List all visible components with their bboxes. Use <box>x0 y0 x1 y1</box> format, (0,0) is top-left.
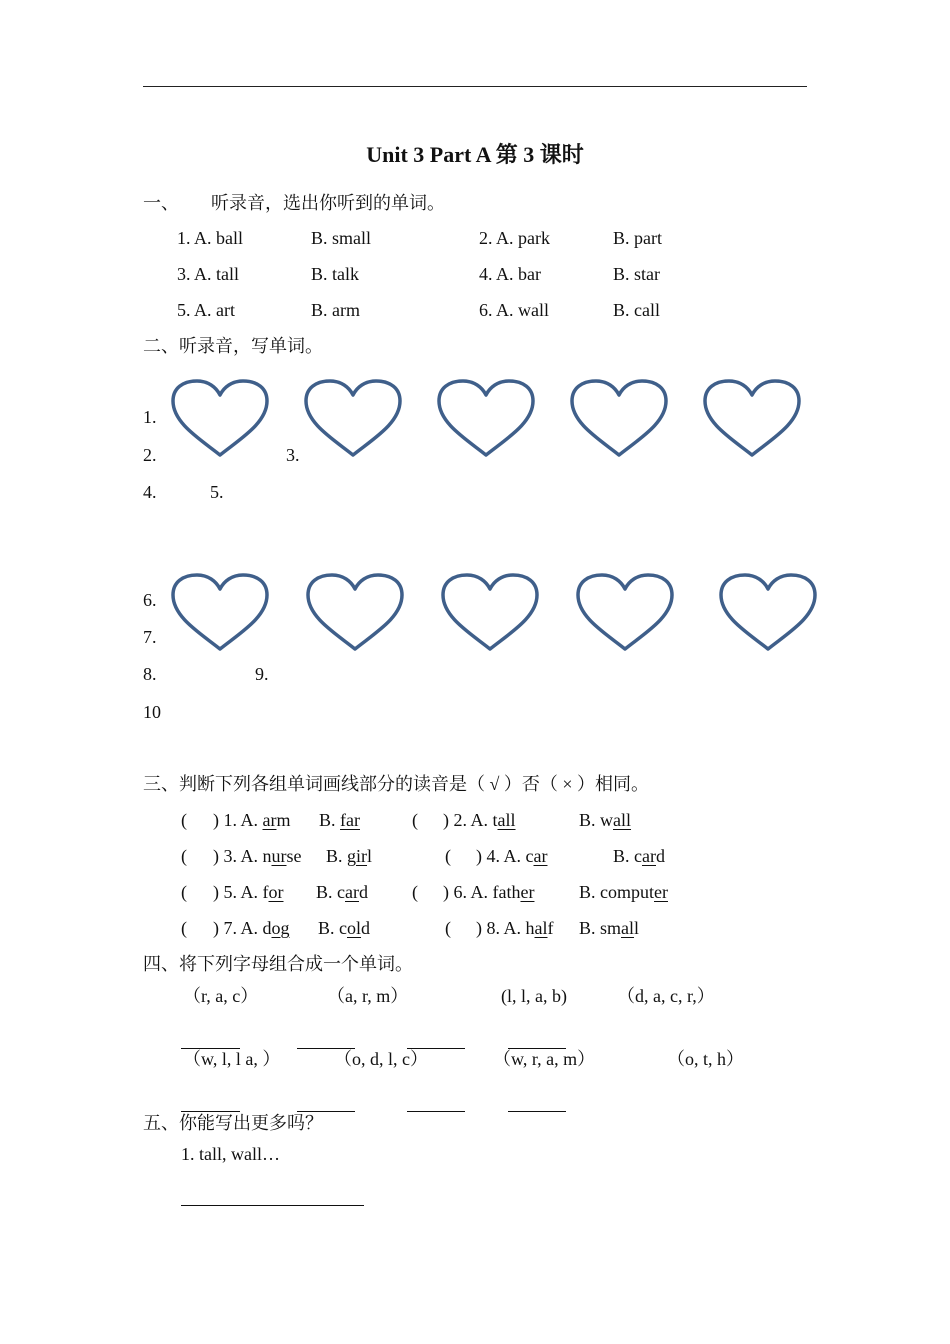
sec3-paren: ( <box>412 882 418 902</box>
page-title: Unit 3 Part A 第 3 课时 <box>366 142 584 167</box>
heart-answer-box-4 <box>569 379 669 459</box>
sec3-item-4-b: B. card <box>613 846 665 866</box>
sec4-group-1: （r, a, c） <box>183 986 259 1006</box>
sec1-item-1-b: B. small <box>311 228 372 248</box>
heart-answer-box-7 <box>305 573 405 653</box>
sec3-paren: ( <box>181 918 187 938</box>
sec1-item-6-b: B. call <box>613 300 660 320</box>
sec2-num-7: 7. <box>143 627 157 647</box>
sec1-item-2-b: B. part <box>613 228 662 248</box>
sec3-item-3-a: ) 3. A. nurse <box>213 846 302 866</box>
sec3-item-6-b: B. computer <box>579 882 668 902</box>
sec3-item-4-a: ) 4. A. car <box>476 846 548 866</box>
sec3-paren: ( <box>181 810 187 830</box>
sec3-paren: ( <box>181 846 187 866</box>
sec1-item-4-b: B. star <box>613 264 660 284</box>
heart-answer-box-9 <box>575 573 675 653</box>
sec3-item-2-a: ) 2. A. tall <box>443 810 516 830</box>
sec1-item-6-a: 6. A. wall <box>479 300 549 320</box>
sec3-item-5-a: ) 5. A. for <box>213 882 284 902</box>
heart-answer-box-1 <box>170 379 270 459</box>
sec4-group-2: （a, r, m） <box>327 986 409 1006</box>
sec1-item-1-a: 1. A. ball <box>177 228 243 248</box>
sec4-group-7: （w, r, a, m） <box>493 1049 596 1069</box>
heart-answer-box-10 <box>718 573 818 653</box>
sec1-heading-number: 一、 <box>143 193 179 213</box>
sec3-item-7-b: B. cold <box>318 918 371 938</box>
sec5-answer-line[interactable] <box>181 1191 364 1209</box>
sec2-num-2: 2. <box>143 445 157 465</box>
sec3-item-8-a: ) 8. A. half <box>476 918 554 938</box>
sec2-num-10: 10 <box>143 702 161 722</box>
sec3-heading: 三、判断下列各组单词画线部分的读音是（ √ ）否（ × ）相同。 <box>143 774 650 794</box>
sec2-num-1: 1. <box>143 407 157 427</box>
sec4-group-6: （o, d, l, c） <box>334 1049 428 1069</box>
sec3-item-5-b: B. card <box>316 882 368 902</box>
heart-answer-box-2 <box>303 379 403 459</box>
sec4-group-8: （o, t, h） <box>667 1049 745 1069</box>
heart-answer-box-5 <box>702 379 802 459</box>
sec4-answer-line-8[interactable] <box>508 1097 566 1115</box>
sec4-group-4: （d, a, c, r,） <box>617 986 715 1006</box>
sec2-num-3: 3. <box>286 445 300 465</box>
heart-answer-box-8 <box>440 573 540 653</box>
sec3-item-1-a: ) 1. A. arm <box>213 810 291 830</box>
sec4-group-3: (l, l, a, b) <box>501 986 567 1006</box>
sec4-answer-line-7[interactable] <box>407 1097 465 1115</box>
sec2-num-8: 8. <box>143 664 157 684</box>
sec2-heading: 二、听录音，写单词。 <box>143 336 323 356</box>
sec3-item-1-b: B. far <box>319 810 360 830</box>
sec3-paren: ( <box>445 846 451 866</box>
sec3-item-3-b: B. girl <box>326 846 373 866</box>
sec1-item-3-b: B. talk <box>311 264 359 284</box>
sec3-item-2-b: B. wall <box>579 810 632 830</box>
sec2-num-4: 4. <box>143 482 157 502</box>
sec5-heading: 五、你能写出更多吗？ <box>143 1113 323 1133</box>
sec3-paren: ( <box>412 810 418 830</box>
sec4-group-5: （w, l, l a, ） <box>183 1049 281 1069</box>
sec1-item-5-b: B. arm <box>311 300 360 320</box>
heart-answer-box-6 <box>170 573 270 653</box>
sec3-paren: ( <box>181 882 187 902</box>
sec1-item-2-a: 2. A. park <box>479 228 550 248</box>
sec3-item-6-a: ) 6. A. father <box>443 882 535 902</box>
header-rule <box>143 86 807 87</box>
sec1-item-4-a: 4. A. bar <box>479 264 541 284</box>
sec3-item-8-b: B. small <box>579 918 640 938</box>
sec1-heading: 听录音，选出你听到的单词。 <box>211 193 445 213</box>
sec1-item-5-a: 5. A. art <box>177 300 235 320</box>
heart-answer-box-3 <box>436 379 536 459</box>
sec3-item-7-a: ) 7. A. dog <box>213 918 290 938</box>
sec4-heading: 四、将下列字母组合成一个单词。 <box>143 954 413 974</box>
sec5-item-1: 1. tall, wall… <box>181 1144 280 1164</box>
sec1-item-3-a: 3. A. tall <box>177 264 239 284</box>
sec2-num-5: 5. <box>210 482 224 502</box>
sec2-num-6: 6. <box>143 590 157 610</box>
sec3-paren: ( <box>445 918 451 938</box>
sec2-num-9: 9. <box>255 664 269 684</box>
